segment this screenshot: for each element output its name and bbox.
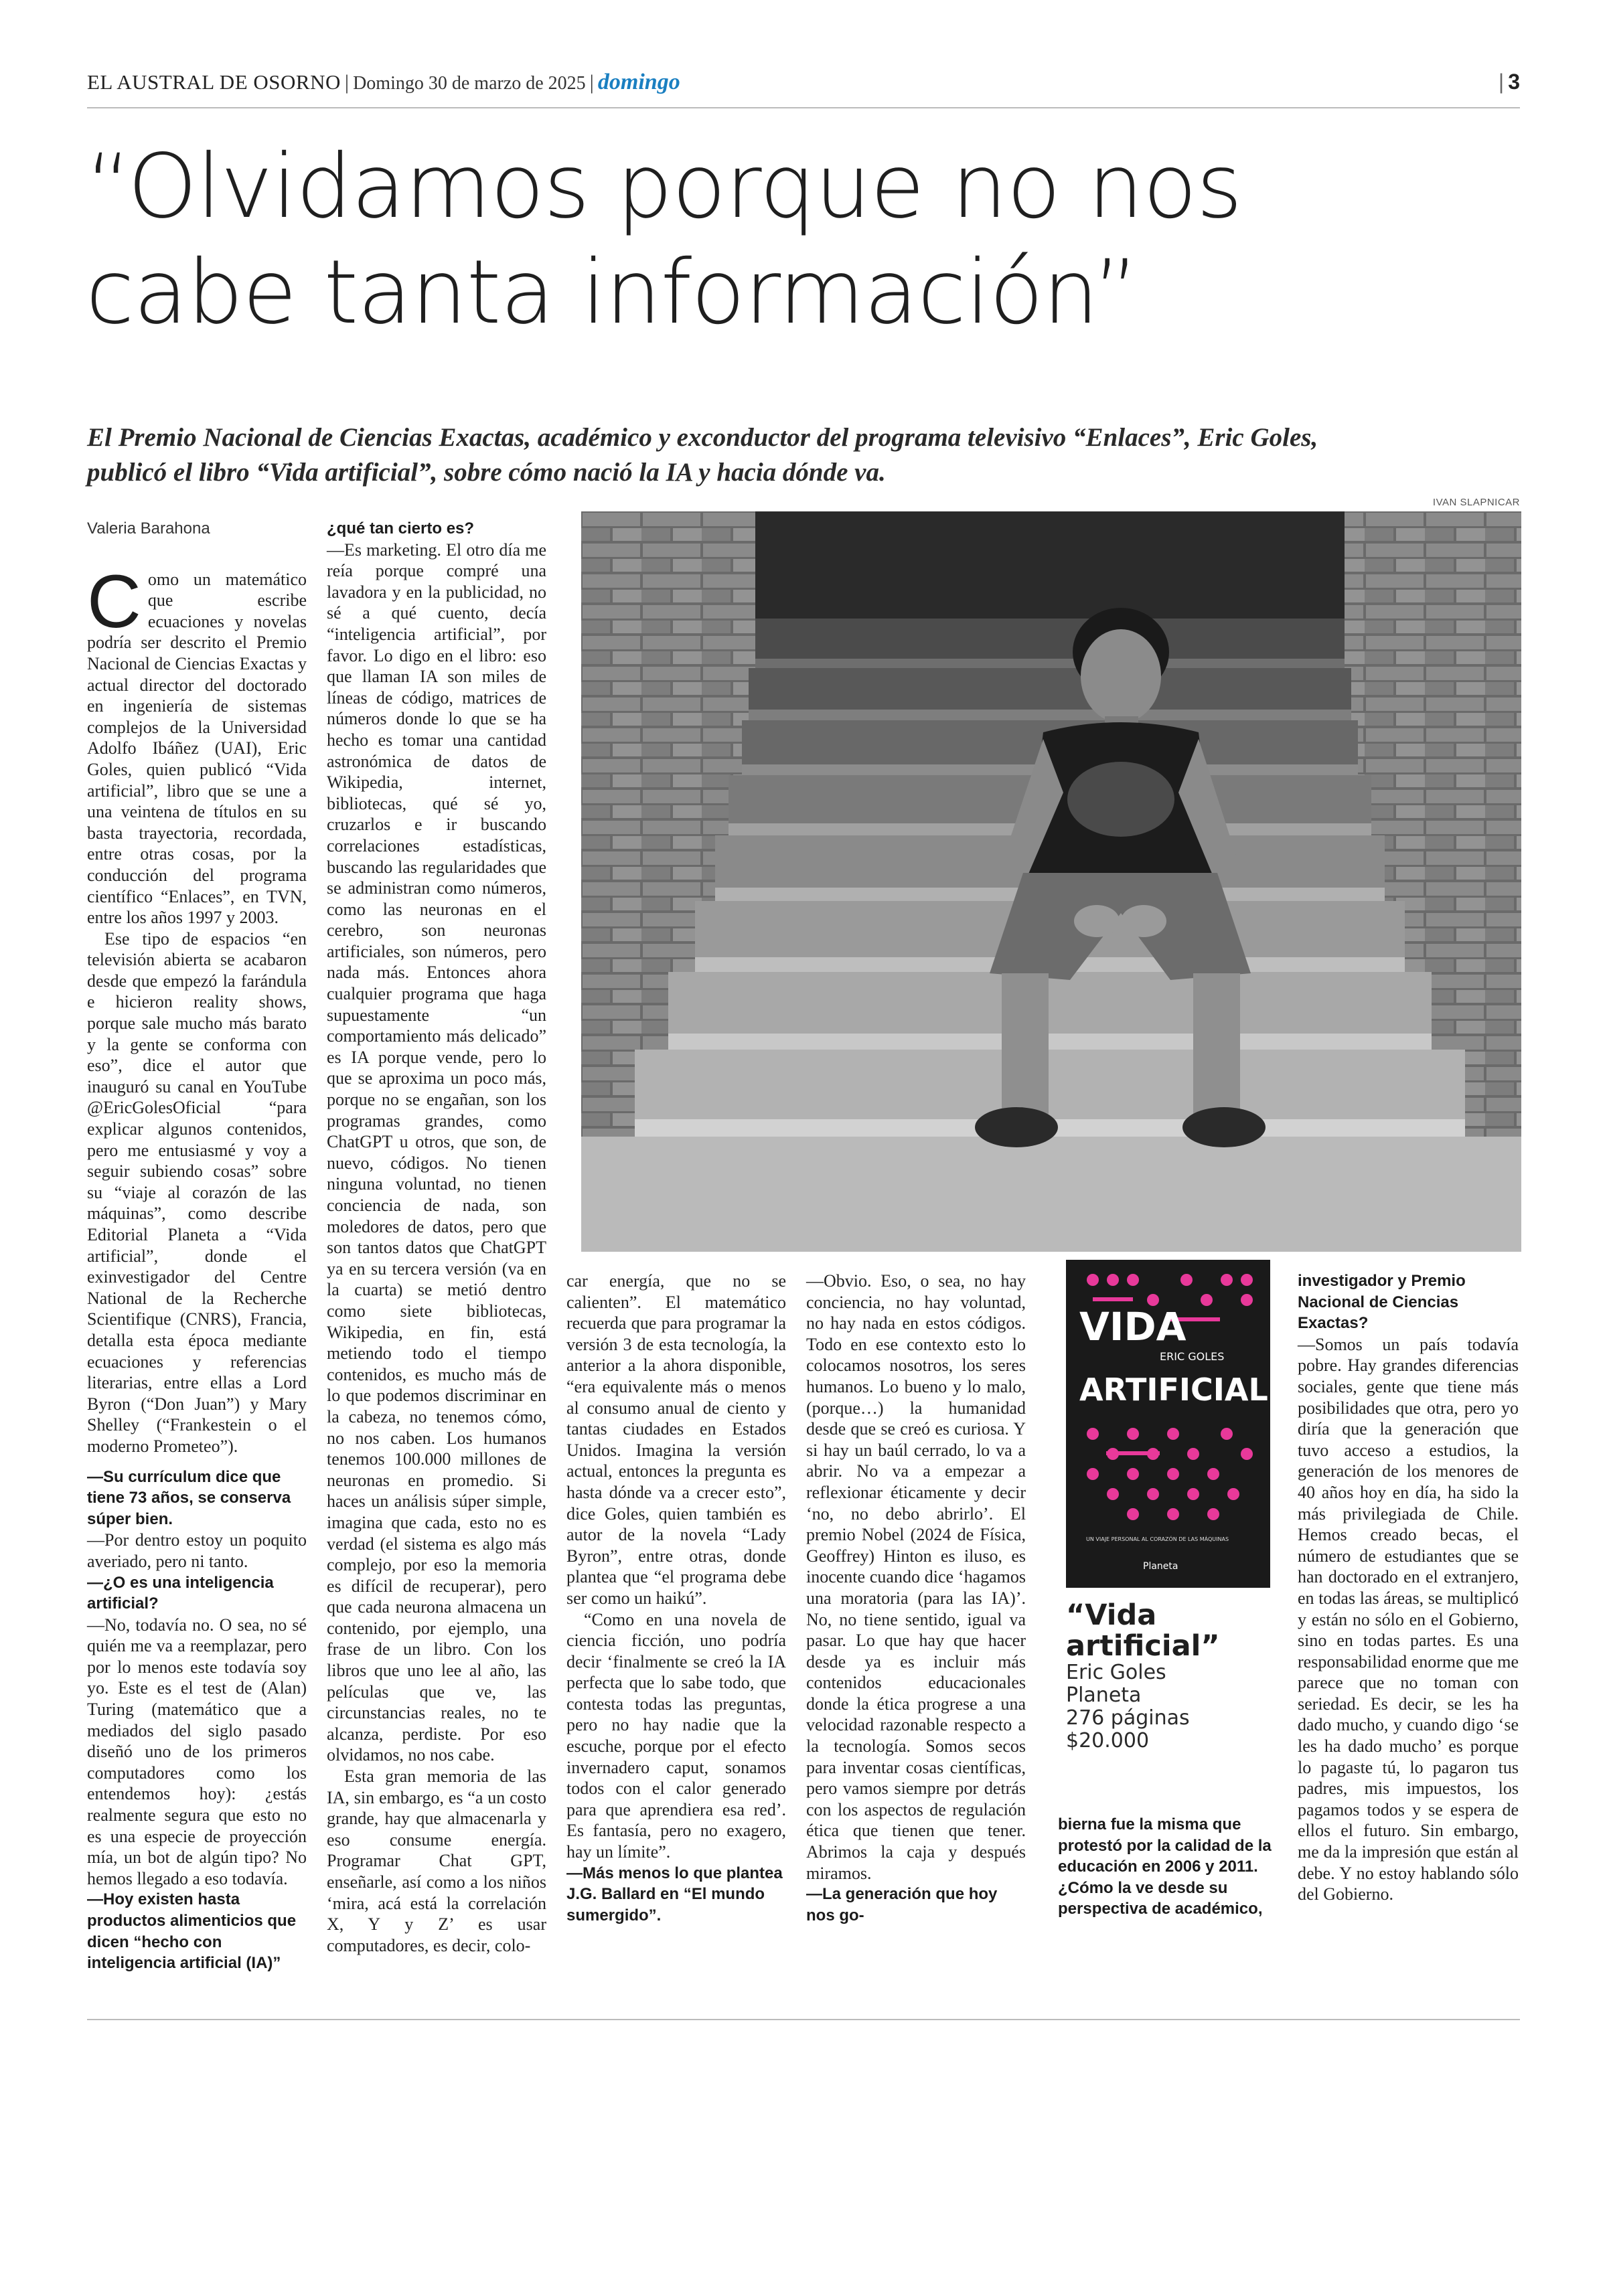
header-separator: |: [344, 70, 350, 94]
interview-question: —Su currículum dice que tiene 73 años, se conserva súper bien.: [87, 1467, 291, 1528]
page-header: [87, 70, 1520, 103]
article-column-6: [1298, 1270, 1519, 1905]
cover-title-top: VIDA: [1079, 1304, 1187, 1349]
interview-answer: —Somos un país todavía pobre. Hay grandes diferencias sociales, gente que tiene más posibilidades que otra, pero yo diría que la generación que tuvo acceso a estudios, la generación de los menores de 40 años hoy en día, ha sido la más privilegiada de Chile. Hemos creado becas, el número de estudiantes que se han doctorado en el extranjero, en todas las áreas, se multiplicó y están no sólo en el Gobierno, sino en todas partes. Es una responsabilidad enorme que me parece que no toman con seriedad. Es decir, se les ha dado mucho, y cuando digo ‘se les ha dado mucho’ es porque lo pagaste tú, lo pagaron tus padres, mis impuestos, los pagamos todos y se espera de ellos el futuro. Sin embargo, me da la impresión que están al debe. Y no estoy hablando sólo del Gobierno.: [1298, 1334, 1519, 1904]
header-rule: [87, 107, 1520, 108]
interview-answer: —No, todavía no. O sea, no sé quién me va a reemplazar, pero por lo menos este todavía soy yo. Este es el test de (Alan) Turing (matemático que a mediados del siglo pasado diseñó uno de los primeros computadores como los entendemos hoy): ¿estás realmente segura que esto no es una especie de proyección mía, un bot de algún tipo? No hemos llegado a eso todavía.: [87, 1615, 307, 1888]
article-column-1: [87, 518, 307, 1974]
book-pages: 276 páginas: [1066, 1706, 1190, 1730]
book-price: $20.000: [1066, 1729, 1150, 1752]
paragraph: Ese tipo de espacios “en televisión abierta se acabaron desde que empezó la farándula e hicieron reality shows, porque sale mucho más barato y la gente se conforma con eso”, dice el autor que inauguró su canal en YouTube @EricGolesOficial “para explicar algunos contenidos, pero me entusiasmé y voy a seguir subiendo cosas” sobre su “viaje al corazón de las máquinas”, como describe Editorial Planeta a “Vida artificial”, donde el exinvestigador del Centre National de la Recherche Scientifique (CNRS), Francia, detalla esta época mediante ecuaciones y referencias literarias, entre ellas a Lord Byron (“Don Juan”) y Mary Shelley (“Frankestein o el moderno Prometeo”).: [87, 928, 307, 1456]
interview-question: ¿qué tan cierto es?: [327, 519, 475, 538]
book-author: Eric Goles: [1066, 1661, 1166, 1684]
issue-date: Domingo 30 de marzo de 2025: [353, 73, 586, 94]
publication-name: EL AUSTRAL DE OSORNO: [87, 70, 341, 94]
footer-rule: [87, 2019, 1520, 2020]
book-title: “Vida artificial”: [1066, 1598, 1220, 1663]
deck: [87, 420, 1520, 490]
paragraph: Esta gran memoria de las IA, sin embargo, es “a un costo grande, hay que almacenarla y eso consume energía. Programar Chat GPT, enseñarle, así como a los niños ‘mira, acá está la correlación X, Y y Z’ es usar computadores, es decir, colo-: [327, 1767, 546, 1955]
paragraph: car energía, que no se calienten”. El matemático recuerda que para programar la versión 3 de esta tecnología, la anterior a la ahora disponible, “era equivalente más o menos al consumo anual de ciento y tantas ciudades en Estados Unidos. Imagina la versión actual, entonces la pregunta es hasta dónde va a crecer esto”, dice Goles, quien también es autor de la novela “Lady Byron”, entre otras, donde plantea que “el programa debe ser como un haikú”.: [566, 1271, 786, 1608]
drop-cap: C: [87, 559, 141, 643]
interview-answer: —Obvio. Eso, o sea, no hay conciencia, no hay voluntad, no hay nada en estos códigos. Todo en ese contexto esto lo colocamos nosotros, los seres humanos. Lo bueno y lo malo, (porque…) la humanidad desde que se creó es curiosa. Y si hay un baúl cerrado, lo va a abrir. No va a empezar a reflexionar éticamente y decir ‘no, no debo abrirlo’. El premio Nobel (2024 de Física, Geoffrey) Hinton es iluso, es inocente cuando dice ‘hagamos una moratoria (para las IA)’. No, no tiene sentido, igual va pasar. Lo que hay que hacer desde ya es incluir más contenidos educacionales donde la ética progrese a una velocidad razonable respecto a la tecnología. Somos secos para inventar cosas científicas, pero vamos siempre por detrás con los aspectos de regulación ética que tienen que tener. Abrimos la caja y después miramos.: [806, 1271, 1026, 1883]
book-publisher: Planeta: [1066, 1684, 1142, 1707]
interview-answer: —Por dentro estoy un poquito averiado, pero ni tanto.: [87, 1530, 307, 1571]
interview-question: —La generación que hoy nos go-: [806, 1885, 998, 1924]
portrait-photo: [581, 511, 1521, 1252]
paragraph: “Como en una novela de ciencia ficción, uno podría decir ‘finalmente se creó la IA perfecta que lo sabe todo, que contesta todas las preguntas, pero no hay nadie que la escuche, porque por el efecto invernadero caput, sonamos todos con el calor generado para que aprendiera esa red’. Es fantasía, pero no exagero, hay un límite”.: [566, 1609, 786, 1862]
headline-line: cabe tanta información”: [86, 241, 1139, 344]
headline: [86, 134, 1519, 345]
photo-credit: IVAN SLAPNICAR: [1432, 497, 1520, 508]
interview-question: —Hoy existen hasta productos alimenticios que dicen “hecho con inteligencia artificial (IA)”: [87, 1890, 297, 1973]
cover-title-bottom: ARTIFICIAL: [1079, 1372, 1268, 1408]
interview-question: —¿O es una inteligencia artificial?: [87, 1573, 274, 1613]
interview-question: —Más menos lo que plantea J.G. Ballard en “El mundo sumergido”.: [566, 1864, 783, 1924]
deck-line: El Premio Nacional de Ciencias Exactas, académico y exconductor del programa televisivo “Enlaces”, Eric Goles,: [87, 423, 1318, 452]
page-number: | 3: [1498, 70, 1520, 94]
book-cover: [1066, 1260, 1270, 1588]
section-name[interactable]: domingo: [597, 70, 680, 94]
byline: Valeria Barahona: [87, 519, 210, 538]
cover-author: ERIC GOLES: [1160, 1350, 1225, 1363]
book-info: [1066, 1600, 1280, 1752]
article-column-4: [806, 1270, 1026, 1926]
article-column-2: [327, 518, 546, 1956]
deck-line: publicó el libro “Vida artificial”, sobre cómo nació la IA y hacia dónde va.: [87, 458, 886, 487]
cover-publisher: Planeta: [1143, 1561, 1178, 1572]
article-column-5: [1058, 1814, 1278, 1920]
header-separator: |: [589, 70, 594, 94]
lead-paragraph: Como un matemático que escribe ecuaciones y novelas podría ser descrito el Premio Nacional de Ciencias Exactas y actual director del doctorado en ingeniería de sistemas complejos de la Universidad Adolfo Ibáñez (UAI), Eric Goles, quien publicó “Vida artificial”, libro que se une a una veintena de títulos en su basta trayectoria, recordada, entre otras cosas, por la conducción del programa científico “Enlaces”, en TVN, entre los años 1997 y 2003.: [87, 559, 307, 928]
interview-question: bierna fue la misma que protestó por la calidad de la educación en 2006 y 2011. ¿Cómo la ve desde su perspectiva de académico,: [1058, 1815, 1272, 1918]
headline-line: “Olvidamos porque no nos: [86, 135, 1242, 238]
cover-tagline: UN VIAJE PERSONAL AL CORAZÓN DE LAS MÁQUINAS: [1086, 1536, 1229, 1542]
interview-answer: —Es marketing. El otro día me reía porque compré una lavadora y en la publicidad, no sé a qué cuento, decía “inteligencia artificial”, por favor. Lo digo en el libro: eso que llaman IA son miles de líneas de código, matrices de números donde lo que se ha hecho es tomar una cantidad astronómica de datos de Wikipedia, internet, bibliotecas, qué sé yo, cruzarlos e ir buscando correlaciones estadísticas, buscando las regularidades que se administran como números, como las neuronas en el cerebro, son neuronas artificiales, son números, pero nada más. Entonces ahora cualquier programa que haga supuestamente “un comportamiento más delicado” es IA porque vende, pero lo que se aproxima un poco más, porque no se engañan, son los programas grandes, como ChatGPT u otros, que son, de nuevo, códigos. No tienen ninguna voluntad, no tienen conciencia de nada, son moledores de datos, pero que son tantos datos que ChatGPT ya en su tercera versión (va en la cuarta) se metió dentro como siete bibliotecas, Wikipedia, en fin, está metiendo todo el tiempo contenidos, es mucho más de lo que podemos discriminar en la cabeza, no tenemos cómo, no nos caben. Los humanos tenemos 100.000 millones de neuronas en promedio. Si haces un análisis súper simple, imagina que cada, esto no es verdad (el sistema es algo más complejo, por eso la memoria es difícil de recuperar), pero que cada neurona almacena un contenido, por ejemplo, una frase de un libro. Con los libros que uno lee al año, las películas que ve, las circunstancias reales, no te alcanza, perdiste. Por eso olvidamos, no nos cabe.: [327, 540, 546, 1765]
interview-question: investigador y Premio Nacional de Ciencias Exactas?: [1298, 1272, 1466, 1333]
article-column-3: [566, 1270, 786, 1926]
